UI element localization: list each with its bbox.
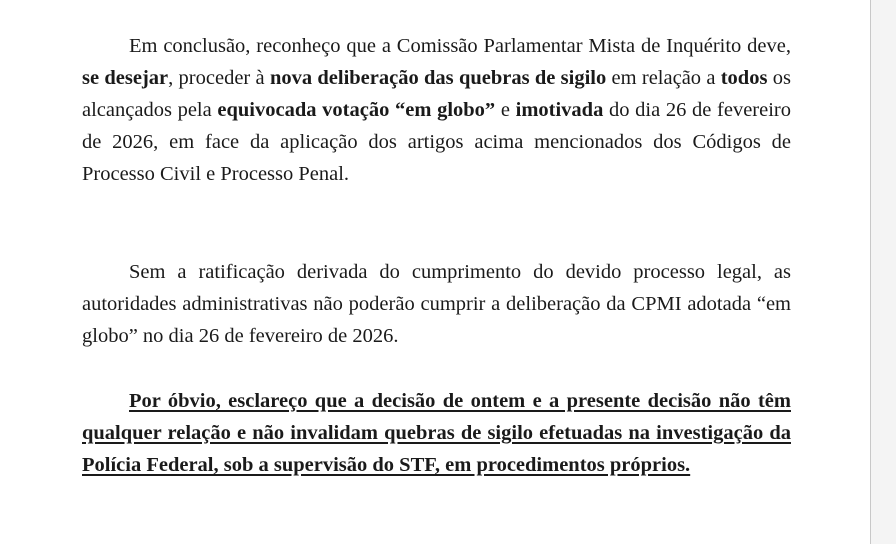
paragraph-1-bold-votacao-em-globo: equivocada votação “em globo” (217, 99, 496, 121)
paragraph-1-text-2: , proceder à (168, 67, 270, 89)
paragraph-1-text-4: os alcançados pela (82, 67, 791, 121)
paragraph-ratification: Sem a ratificação derivada do cumprimento do devido processo legal, as autoridades administrativas não poderão cumprir a deliberação da CPMI adotada “em globo” no dia 26 de fevereiro de 2026. (82, 261, 791, 347)
paragraph-1-bold-se-desejar: se desejar (82, 67, 169, 89)
paragraph-conclusion (82, 30, 791, 190)
paragraph-1-text-1: Em conclusão, reconheço que a Comissão Parlamentar Mista de Inquérito deve, (129, 35, 791, 57)
paragraph-1-text-5: e (495, 99, 516, 121)
paragraph-1-bold-nova-deliberacao: nova deliberação das quebras de sigilo (269, 67, 607, 89)
paragraph-1-bold-imotivada: imotivada (515, 99, 604, 121)
paragraph-1-text-3: em relação a (606, 67, 721, 89)
viewer-background-strip (871, 0, 896, 544)
paragraph-1-bold-todos: todos (720, 67, 768, 89)
paragraph-1-text-6: do dia 26 de fevereiro de 2026, em face da aplicação dos artigos acima mencionados dos Códigos de Processo Civil e Processo Penal. (82, 99, 792, 185)
paragraph-clarification: Por óbvio, esclareço que a decisão de ontem e a presente decisão não têm qualquer relação e não invalidam quebras de sigilo efetuadas na investigação da Polícia Federal, sob a supervisão do STF, em procedimentos próprios. (82, 390, 791, 476)
